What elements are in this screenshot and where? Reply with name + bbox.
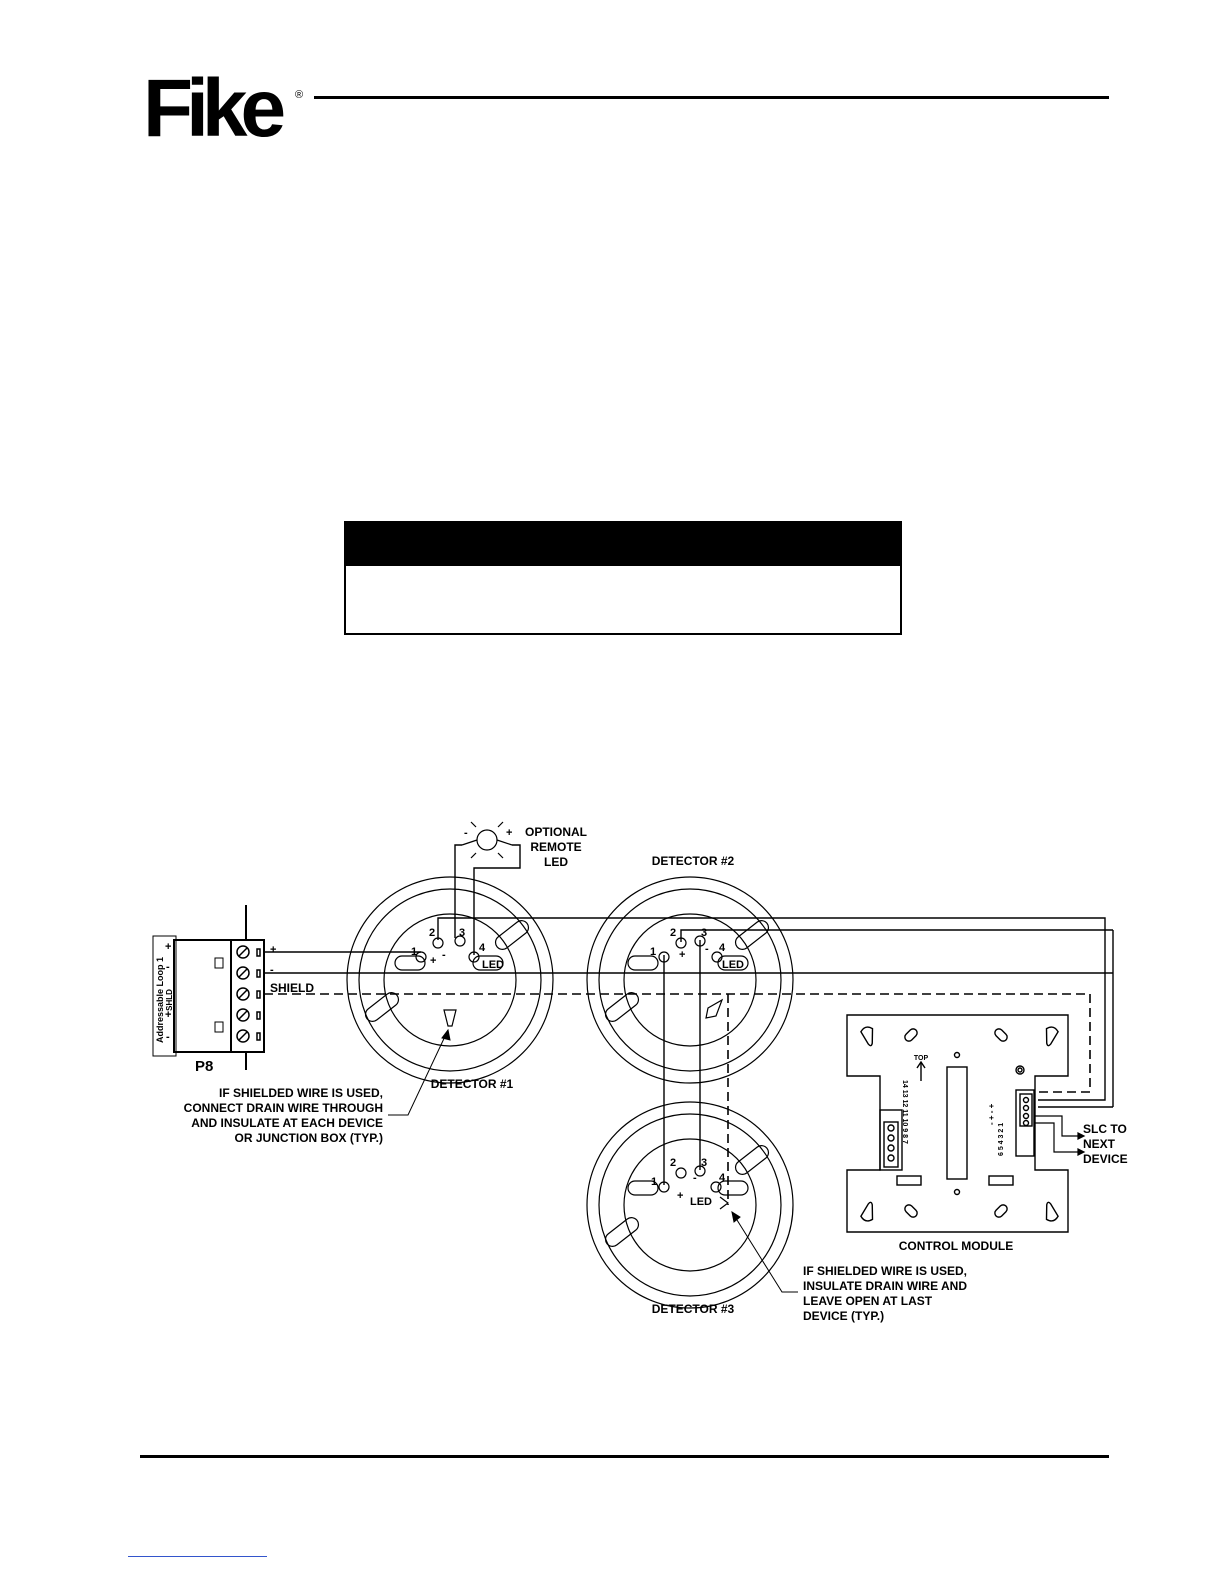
detector-1-led: LED <box>482 959 504 971</box>
slc-label-line-3: DEVICE <box>1083 1152 1128 1166</box>
detector-1-t4: 4 <box>479 942 486 954</box>
note-shield-last-line-1: IF SHIELDED WIRE IS USED, <box>803 1264 968 1278</box>
note-shield-last-line-3: LEAVE OPEN AT LAST <box>803 1294 933 1308</box>
panel-plus-2: + <box>165 1009 172 1021</box>
detector-1-minus: - <box>442 949 446 961</box>
panel-minus-1: - <box>166 961 170 973</box>
panel-minus-2: - <box>166 1031 170 1043</box>
panel-terminal-screws <box>237 946 260 1042</box>
panel-board-label: P8 <box>195 1058 214 1075</box>
detector-1-plus: + <box>430 955 437 967</box>
slc-label-line-2: NEXT <box>1083 1137 1116 1151</box>
detector-3-minus: - <box>693 1172 697 1184</box>
detector-1-base <box>347 877 553 1083</box>
detector-2-title: DETECTOR #2 <box>651 854 735 868</box>
remote-led-label-1: OPTIONAL <box>525 825 587 839</box>
note-1-leader-arrow <box>388 1030 450 1115</box>
note-shield-through-line-2: CONNECT DRAIN WIRE THROUGH <box>183 1101 383 1115</box>
control-module-title: CONTROL MODULE <box>898 1239 1014 1253</box>
detector-3-t1: 1 <box>651 1176 658 1188</box>
detector-2-plus: + <box>679 949 686 961</box>
slc-label-line-1: SLC TO <box>1083 1122 1127 1136</box>
slc-next-device-arrows <box>1034 1116 1084 1155</box>
detector-1-t3: 3 <box>459 927 466 939</box>
control-module-polarity: - + - + <box>987 1103 996 1125</box>
detector-3-t2: 2 <box>670 1157 677 1169</box>
shield-wiring <box>264 994 1090 1205</box>
footer-rule <box>140 1455 1109 1458</box>
detector-3-plus: + <box>677 1190 684 1202</box>
wire-minus-label: - <box>270 964 274 976</box>
logo-text: Fike <box>143 72 280 142</box>
notice-box <box>344 521 902 635</box>
note-shield-through-line-3: AND INSULATE AT EACH DEVICE <box>191 1116 383 1130</box>
fike-logo <box>143 72 313 142</box>
control-module-top-label: TOP <box>913 1055 929 1062</box>
remote-led-plus: + <box>506 827 513 839</box>
detector-2-t3: 3 <box>701 927 708 939</box>
footer-link-underline[interactable] <box>128 1556 267 1557</box>
detector-2-t4: 4 <box>719 942 726 954</box>
remote-led <box>462 822 512 858</box>
panel-plus-1: + <box>165 941 172 953</box>
drain-wire-marks <box>444 1000 728 1209</box>
note-shield-last-line-2: INSULATE DRAIN WIRE AND <box>803 1279 967 1293</box>
notice-header <box>346 523 900 566</box>
detector-2-t2: 2 <box>670 927 677 939</box>
note-shield-through-line-4: OR JUNCTION BOX (TYP.) <box>234 1131 383 1145</box>
detector-1-t1: 1 <box>411 946 418 958</box>
detector-3-t3: 3 <box>701 1157 708 1169</box>
header-rule <box>314 96 1109 99</box>
panel-rotated-label-2: SHLD <box>165 989 174 1011</box>
detector-1-t2: 2 <box>429 927 436 939</box>
control-module-right-terminals: 6 5 4 3 2 1 <box>998 1122 1005 1156</box>
detector-3-title: DETECTOR #3 <box>651 1302 735 1316</box>
note-shield-last-line-4: DEVICE (TYP.) <box>803 1309 885 1323</box>
panel-rotated-label: Addressable Loop 1 <box>155 956 165 1044</box>
detector-2-t1: 1 <box>650 946 657 958</box>
wire-shield-label: SHIELD <box>270 981 315 995</box>
control-module-left-terminals: 14 13 12 11 10 9 8 7 <box>901 1080 908 1144</box>
detector-1-title: DETECTOR #1 <box>430 1077 514 1091</box>
panel-p8 <box>153 905 264 1075</box>
registered-mark: ® <box>295 89 304 101</box>
detector-3-led: LED <box>690 1196 712 1208</box>
remote-led-label-3: LED <box>544 855 568 869</box>
detector-2-led: LED <box>722 959 744 971</box>
wire-plus-label: + <box>270 944 277 956</box>
note-shield-through-line-1: IF SHIELDED WIRE IS USED, <box>218 1086 383 1100</box>
detector-2-base <box>587 877 793 1083</box>
remote-led-label-2: REMOTE <box>530 840 582 854</box>
detector-3-t4: 4 <box>719 1172 726 1184</box>
wiring-diagram <box>140 815 1140 1335</box>
remote-led-minus: - <box>464 827 468 839</box>
detector-2-minus: - <box>705 943 709 955</box>
